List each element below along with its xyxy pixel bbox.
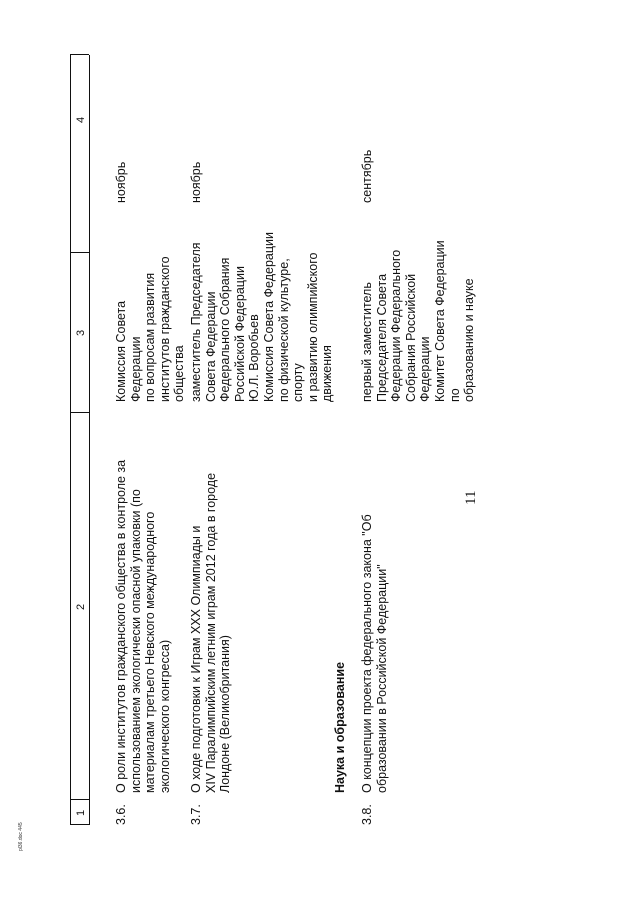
column-header-1: 1 xyxy=(75,809,87,816)
column-divider-1-2 xyxy=(70,799,89,800)
footer-code: pl36.doc 445 xyxy=(18,822,24,851)
table-right-border xyxy=(70,54,89,55)
table-top-border xyxy=(70,55,71,825)
row-number: 3.7. xyxy=(189,804,203,825)
row-date: ноябрь xyxy=(189,161,203,203)
table-left-border xyxy=(70,824,89,825)
row-number: 3.8. xyxy=(360,804,374,825)
row-title: О ходе подготовки к Играм XXX Олимпиады и XIV Паралимпийским летним играм 2012 года в городе Лондоне (Великобритания) xyxy=(189,472,233,793)
column-header-4: 4 xyxy=(75,116,87,123)
column-header-3: 3 xyxy=(75,329,87,336)
row-date: ноябрь xyxy=(114,161,128,203)
table-header-border xyxy=(89,55,90,825)
page-number: 11 xyxy=(463,490,479,505)
row-title: О концепции проекта федерального закона "Об образовании в Российской Федерации" xyxy=(360,514,389,793)
row-number: 3.6. xyxy=(114,804,128,825)
column-header-2: 2 xyxy=(75,603,87,610)
column-divider-3-4 xyxy=(70,252,89,253)
column-divider-2-3 xyxy=(70,412,89,413)
section-heading: Наука и образование xyxy=(333,661,347,793)
row-responsible: заместитель Председателя Совета Федерации Федерального Собрания Российской Федерации Ю.Л. Воробьев Комиссия Совета Федерации по физической культуре, спорту и развитию олимпийского движения xyxy=(189,231,335,402)
row-date: сентябрь xyxy=(360,149,374,203)
row-responsible: первый заместитель Председателя Совета Федерации Федерального Собрания Российской Федерации Комитет Совета Федерации по образованию и науке xyxy=(360,240,477,402)
row-responsible: Комиссия Совета Федерации по вопросам развития институтов гражданского общества xyxy=(114,256,187,402)
row-title: О роли институтов гражданского общества в контроле за использованием экологически опасной упаковки (по материалам третьего Невского международного экологического конгресса) xyxy=(114,459,172,793)
